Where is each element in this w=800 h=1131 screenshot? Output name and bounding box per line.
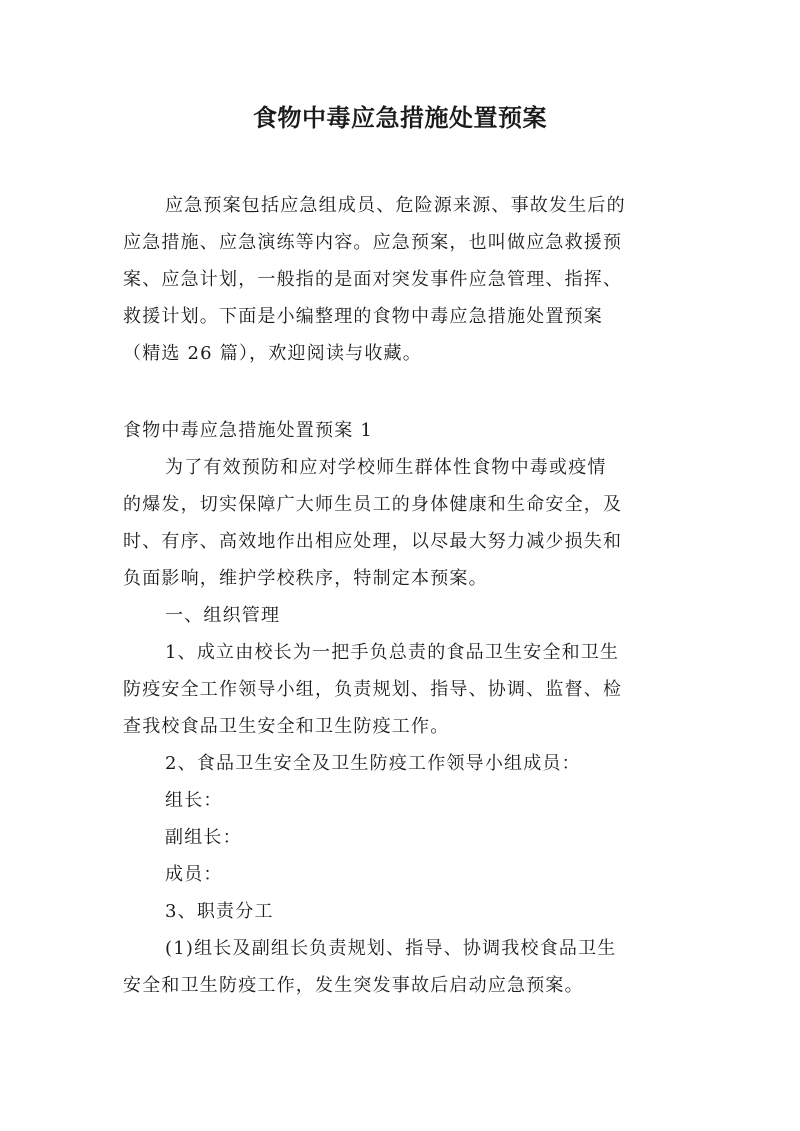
section-line: 组长：	[165, 790, 223, 811]
section-line: 为了有效预防和应对学校师生群体性食物中毒或疫情	[165, 457, 607, 478]
section-line: 1、成立由校长为一把手负总责的食品卫生安全和卫生	[165, 642, 620, 663]
section-line: 防疫安全工作领导小组，负责规划、指导、协调、监督、检	[123, 679, 623, 700]
section-line: 时、有序、高效地作出相应处理，以尽最大努力减少损失和	[123, 531, 623, 552]
section-line: 2、食品卫生安全及卫生防疫工作领导小组成员：	[165, 753, 581, 774]
intro-paragraph	[123, 187, 685, 372]
section-line: 成员：	[165, 864, 223, 885]
section-line: 安全和卫生防疫工作，发生突发事故后启动应急预案。	[123, 975, 584, 996]
section-line: 副组长：	[165, 827, 242, 848]
section-line: 查我校食品卫生安全和卫生防疫工作。	[123, 716, 450, 737]
section-line: 3、职责分工	[165, 901, 274, 922]
intro-line: 案、应急计划，一般指的是面对突发事件应急管理、指挥、	[123, 269, 623, 290]
section-line: (1)组长及副组长负责规划、指导、协调我校食品卫生	[165, 938, 617, 959]
section-line: 的爆发，切实保障广大师生员工的身体健康和生命安全，及	[123, 494, 623, 515]
section-line: 一、组织管理	[165, 605, 281, 626]
document-title: 食物中毒应急措施处置预案	[253, 104, 547, 132]
intro-line: 应急预案包括应急组成员、危险源来源、事故发生后的	[165, 195, 626, 216]
intro-line: 救援计划。下面是小编整理的食物中毒应急措施处置预案	[123, 306, 603, 327]
intro-line: （精选 26 篇），欢迎阅读与收藏。	[123, 343, 422, 364]
section-heading: 食物中毒应急措施处置预案 1	[123, 420, 373, 441]
section-line: 负面影响，维护学校秩序，特制定本预案。	[123, 568, 488, 589]
intro-line: 应急措施、应急演练等内容。应急预案，也叫做应急救援预	[123, 232, 623, 253]
section-1	[123, 412, 685, 1004]
